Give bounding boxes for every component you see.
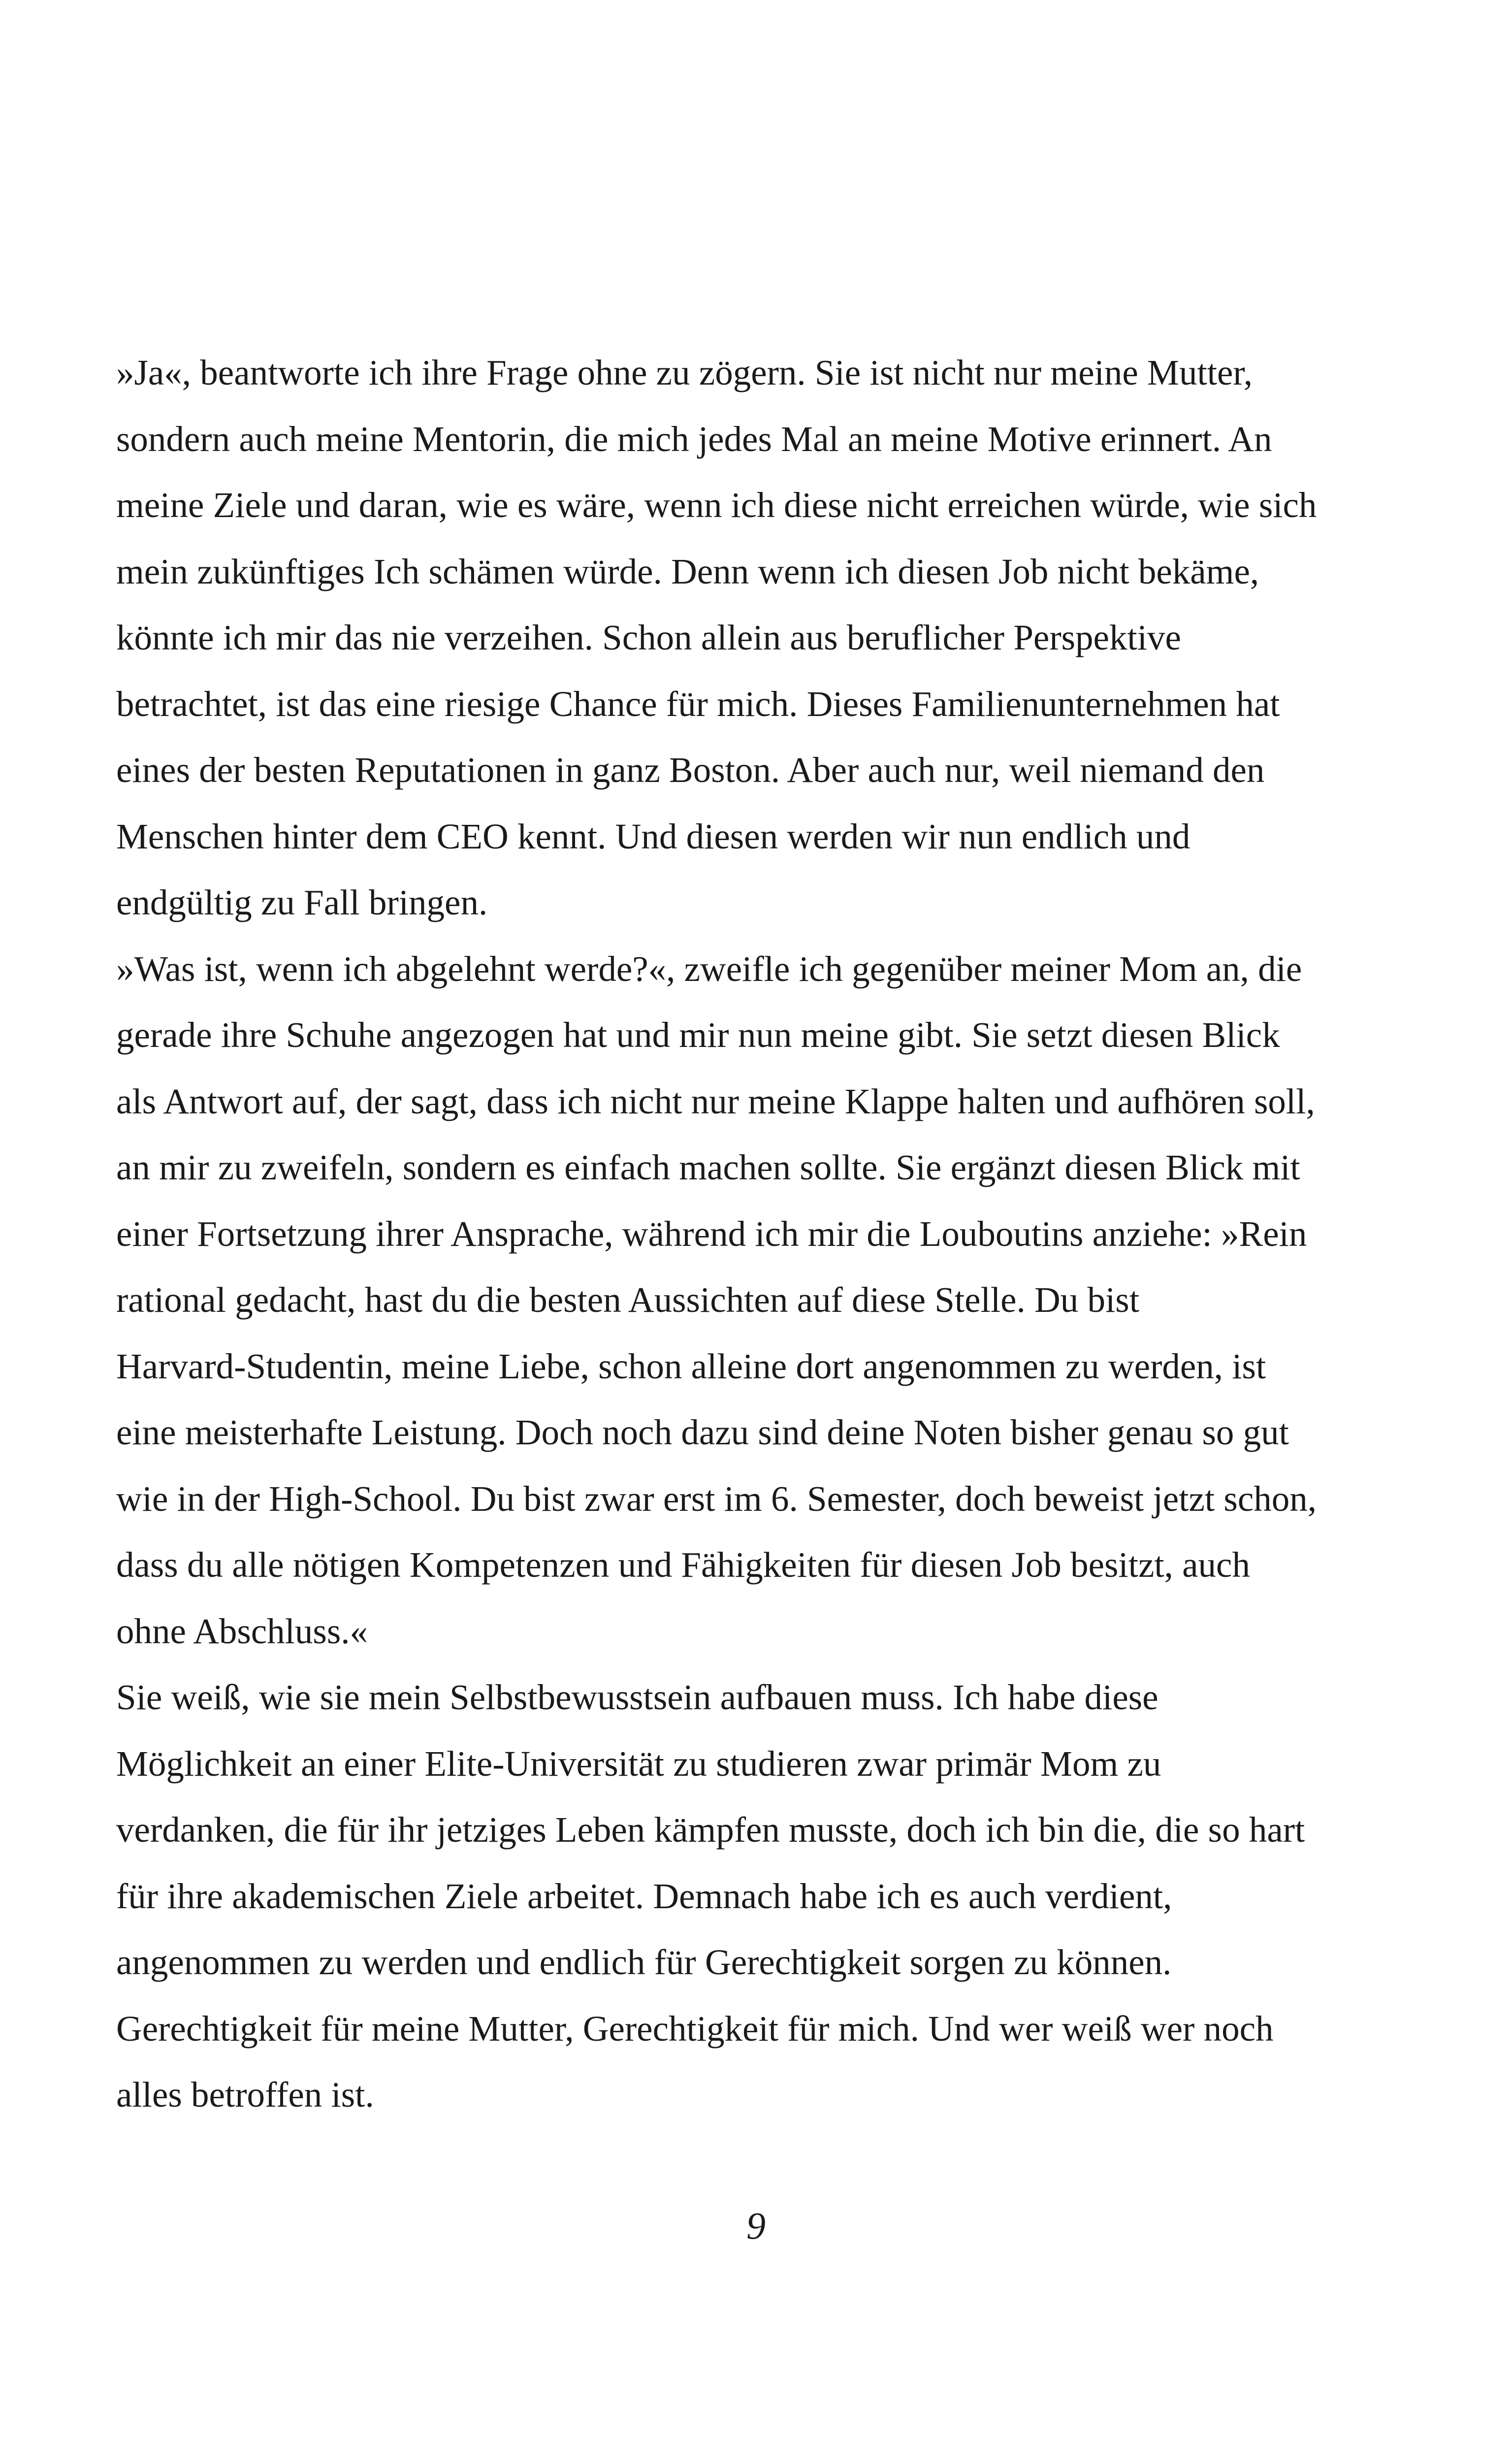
text-line: betrachtet, ist das eine riesige Chance für mich. Dieses Familienunternehmen hat [116, 684, 1280, 724]
text-line: gerade ihre Schuhe angezogen hat und mir nun meine gibt. Sie setzt diesen Blick [116, 1015, 1280, 1055]
text-line: einer Fortsetzung ihrer Ansprache, während ich mir die Louboutins anziehe: »Rein [116, 1213, 1307, 1254]
text-line: eine meisterhafte Leistung. Doch noch dazu sind deine Noten bisher genau so gut [116, 1412, 1289, 1452]
text-line: dass du alle nötigen Kompetenzen und Fähigkeiten für diesen Job besitzt, auch [116, 1545, 1250, 1585]
text-line: »Ja«, beantworte ich ihre Frage ohne zu zögern. Sie ist nicht nur meine Mutter, [116, 353, 1253, 392]
text-line: Menschen hinter dem CEO kennt. Und diesen werden wir nun endlich und [116, 816, 1190, 856]
text-line: verdanken, die für ihr jetziges Leben kämpfen musste, doch ich bin die, die so hart [116, 1810, 1305, 1850]
text-line: ohne Abschluss.« [116, 1611, 368, 1651]
text-line: für ihre akademischen Ziele arbeitet. Demnach habe ich es auch verdient, [116, 1876, 1172, 1916]
text-line: Sie weiß, wie sie mein Selbstbewusstsein aufbauen muss. Ich habe diese [116, 1677, 1158, 1717]
text-line: Möglichkeit an einer Elite-Universität zu studieren zwar primär Mom zu [116, 1743, 1161, 1784]
text-line: angenommen zu werden und endlich für Gerechtigkeit sorgen zu können. [116, 1942, 1172, 1982]
text-line: eines der besten Reputationen in ganz Boston. Aber auch nur, weil niemand den [116, 750, 1265, 790]
text-line: Gerechtigkeit für meine Mutter, Gerechtigkeit für mich. Und wer weiß wer noch [116, 2008, 1274, 2049]
text-line: endgültig zu Fall bringen. [116, 882, 488, 922]
text-line: sondern auch meine Mentorin, die mich jedes Mal an meine Motive erinnert. An [116, 419, 1272, 459]
text-line: an mir zu zweifeln, sondern es einfach machen sollte. Sie ergänzt diesen Blick mit [116, 1147, 1300, 1187]
text-line: Harvard-Studentin, meine Liebe, schon alleine dort angenommen zu werden, ist [116, 1346, 1266, 1386]
text-line: alles betroffen ist. [116, 2075, 374, 2115]
text-line: meine Ziele und daran, wie es wäre, wenn ich diese nicht erreichen würde, wie sich [116, 485, 1317, 525]
text-line: wie in der High-School. Du bist zwar erst im 6. Semester, doch beweist jetzt schon, [116, 1478, 1317, 1519]
text-line: könnte ich mir das nie verzeihen. Schon allein aus beruflicher Perspektive [116, 618, 1181, 657]
text-line: als Antwort auf, der sagt, dass ich nicht nur meine Klappe halten und aufhören soll, [116, 1081, 1315, 1121]
body-text [116, 340, 1416, 2128]
page-number: 9 [746, 2204, 766, 2247]
text-line: »Was ist, wenn ich abgelehnt werde?«, zweifle ich gegenüber meiner Mom an, die [116, 948, 1302, 989]
text-line: mein zukünftiges Ich schämen würde. Denn wenn ich diesen Job nicht bekäme, [116, 551, 1259, 591]
text-line: rational gedacht, hast du die besten Aussichten auf diese Stelle. Du bist [116, 1280, 1139, 1320]
